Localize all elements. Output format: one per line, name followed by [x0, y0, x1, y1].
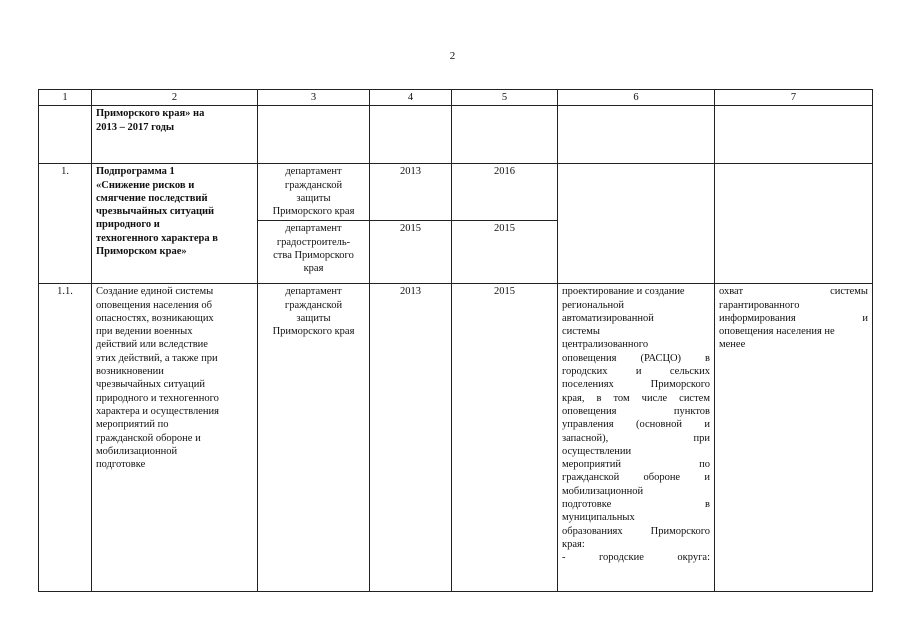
end-year-cell: 2016 2015: [452, 164, 558, 284]
column-header: 7: [715, 90, 873, 106]
table-row-measure-1-1: [39, 284, 873, 592]
start-year-cell: 2013 2015: [370, 164, 452, 284]
table-row-continuation: [39, 106, 873, 164]
target-indicator: охват системы гарантированного информирования и оповещения населения не менее: [715, 284, 873, 592]
row-number: 1.: [39, 164, 92, 284]
table-row-subprogram-1: [39, 164, 873, 284]
column-header: 1: [39, 90, 92, 106]
program-table: [38, 89, 873, 592]
executor-cell: департамент гражданской защиты Приморского края департамент градостроитель- ства Приморского края: [258, 164, 370, 284]
row-number: 1.1.: [39, 284, 92, 592]
column-header: 6: [558, 90, 715, 106]
executor-secondary: департамент градостроитель- ства Приморского края: [258, 220, 369, 275]
executor-cell: департамент гражданской защиты Приморского края: [258, 284, 370, 592]
end-year-cell: 2015: [452, 284, 558, 592]
column-header: 4: [370, 90, 452, 106]
column-header: 5: [452, 90, 558, 106]
subprogram-name: Подпрограмма 1 «Снижение рисков и смягчение последствий чрезвычайных ситуаций природного и техногенного характера в Приморском крае»: [92, 164, 258, 284]
column-header: 3: [258, 90, 370, 106]
expected-result: проектирование и создание региональной автоматизированной системы централизованного оповещения (РАСЦО) в городских и сельских поселениях Приморского края, в том числе систем оповещения пунктов управления (основной и запасной), при осуществлении мероприятий по гражданской обороне и мобилизационной подготовке в муниципальных образованиях Приморского края: - городские округа:: [558, 284, 715, 592]
start-year-cell: 2013: [370, 284, 452, 592]
column-header: 2: [92, 90, 258, 106]
column-header-row: [39, 90, 873, 106]
program-name-continuation: Приморского края» на 2013 – 2017 годы: [92, 106, 258, 164]
measure-name: Создание единой системы оповещения населения об опасностях, возникающих при ведении военных действий или вследствие этих действий, а также при возникновении чрезвычайных ситуаций природного и техногенного характера и осуществления мероприятий по гражданской обороне и мобилизационной подготовке: [92, 284, 258, 592]
page-number: 2: [449, 50, 456, 62]
